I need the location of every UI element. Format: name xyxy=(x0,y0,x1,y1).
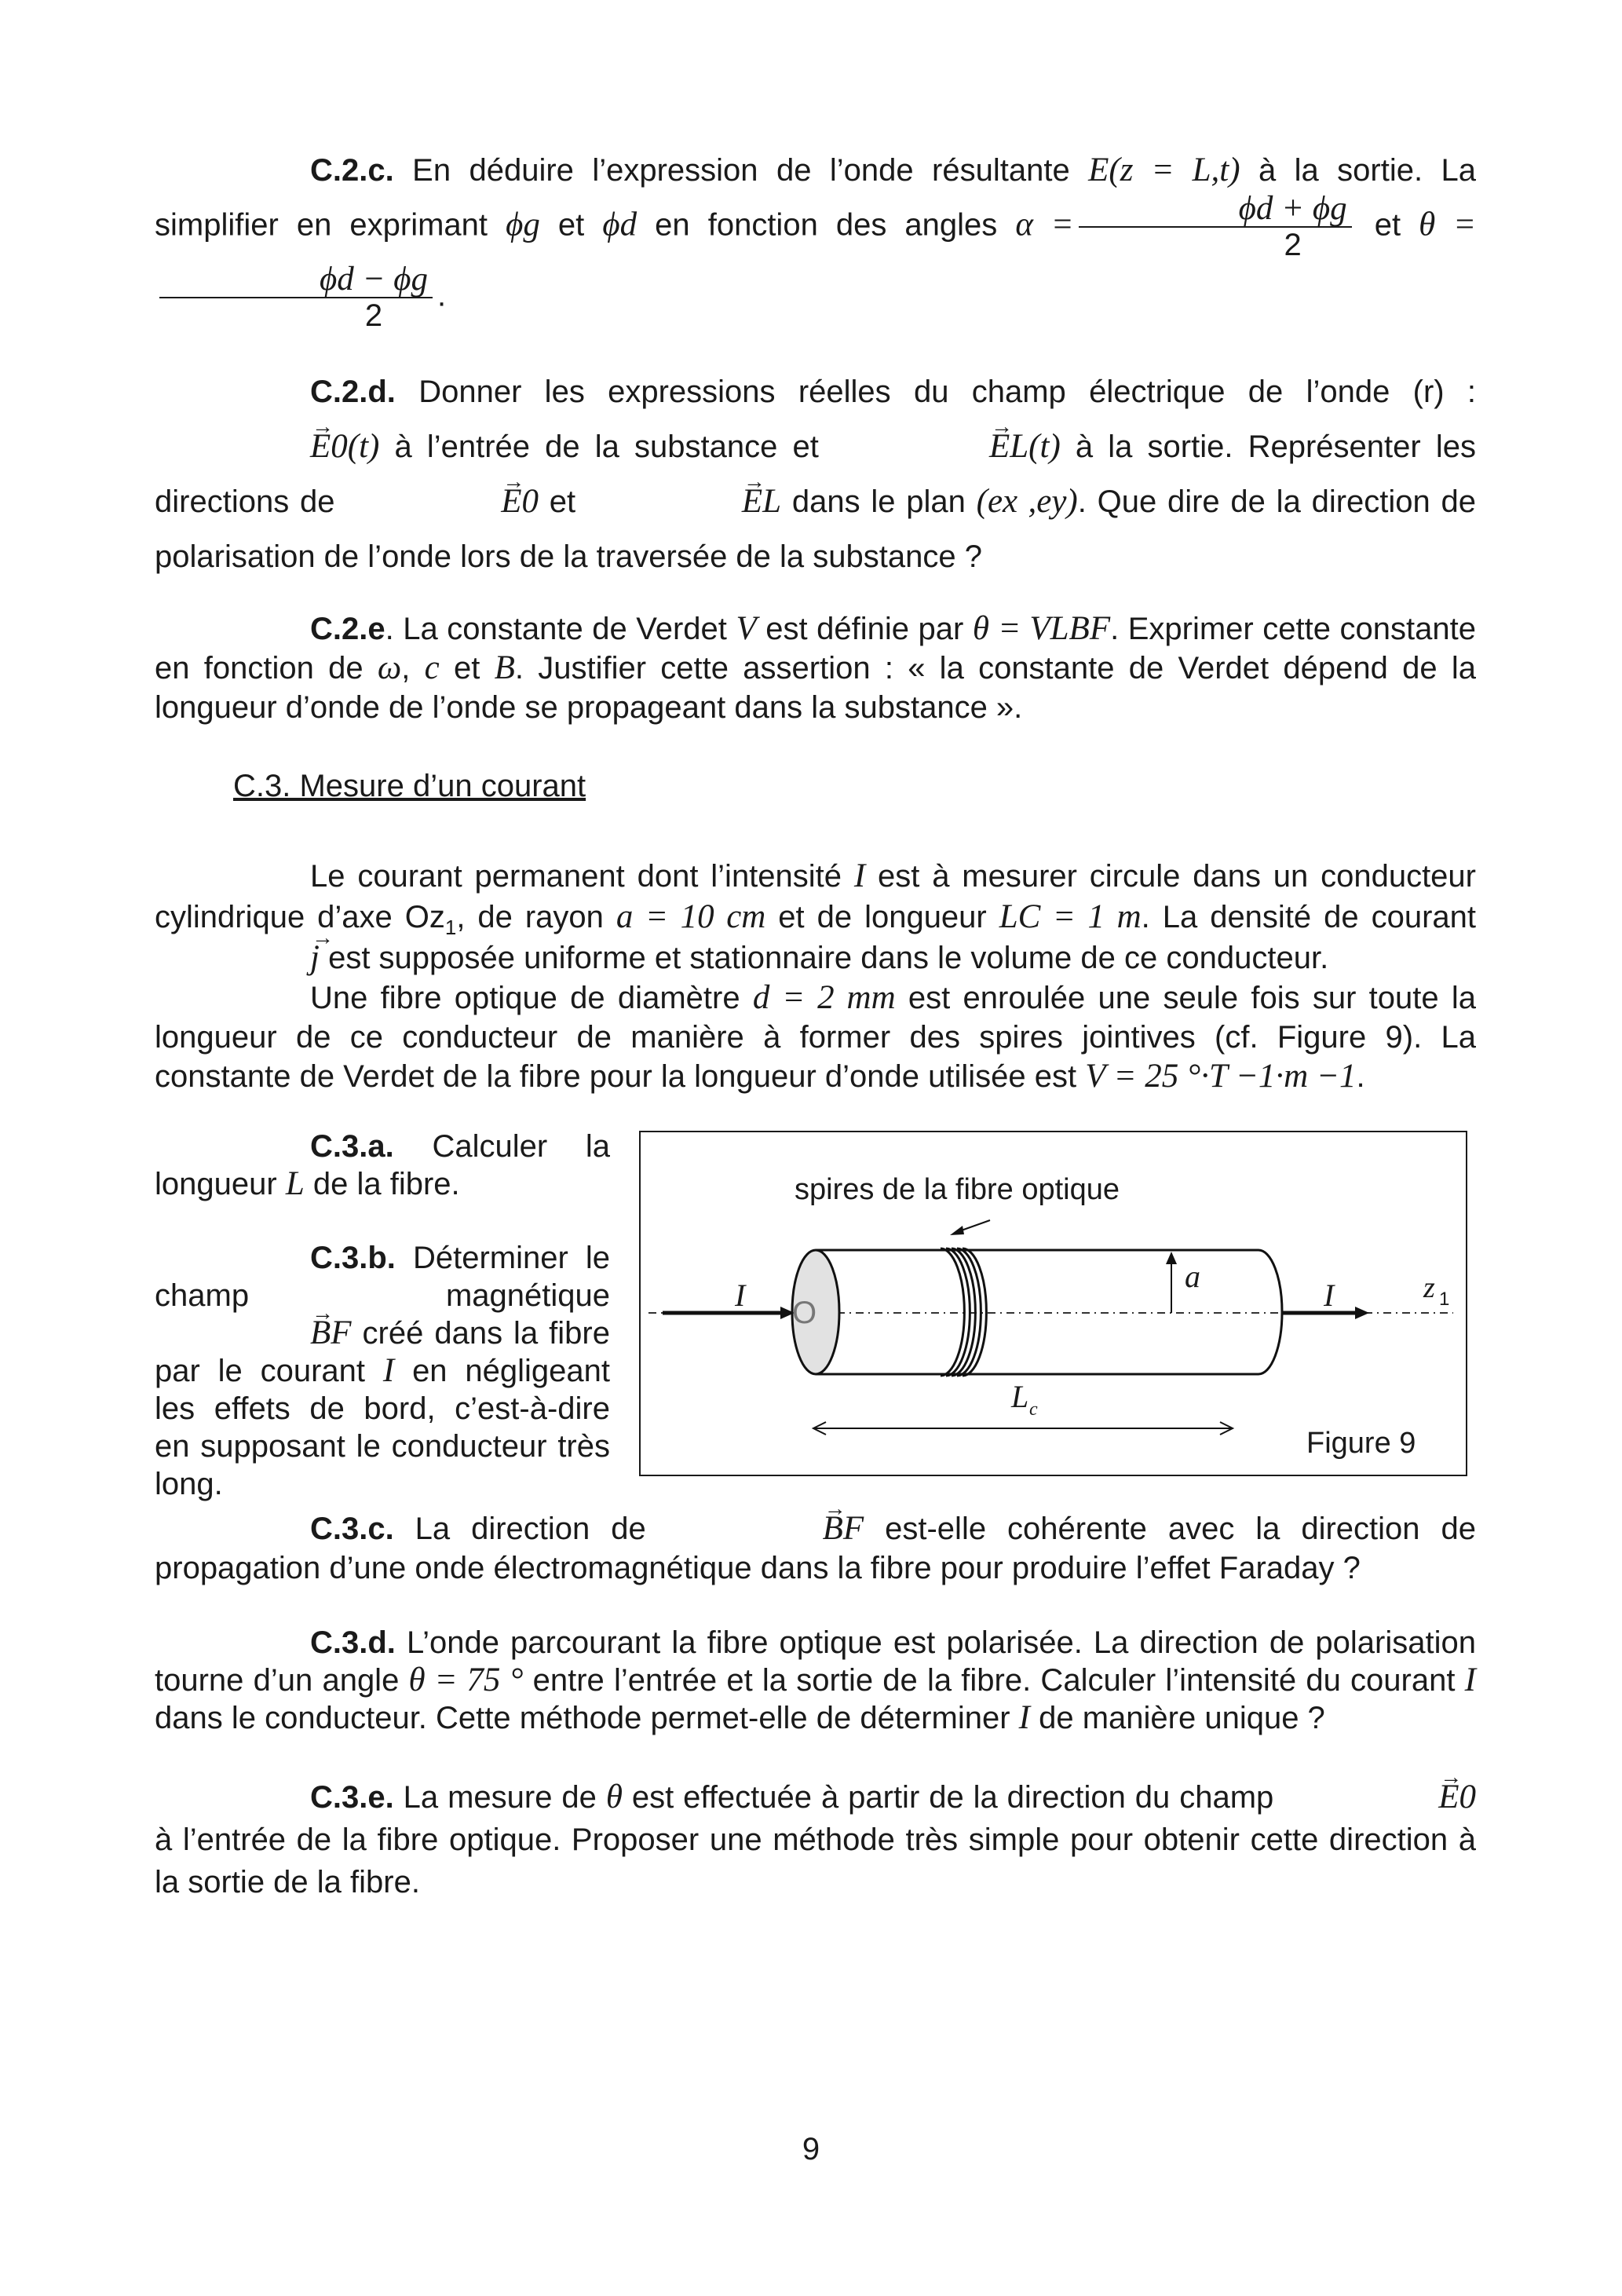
label-current-right: I xyxy=(1324,1278,1335,1313)
question-label: C.3.b. xyxy=(310,1241,396,1275)
math-theta: θ = xyxy=(1419,206,1476,243)
math-theta: θ xyxy=(605,1779,623,1815)
math-verdet-definition: θ = VLBF xyxy=(972,610,1111,647)
text: La mesure de xyxy=(403,1780,597,1815)
text: . xyxy=(437,278,447,313)
text: . Justifier cette assertion : « la constante de Verdet dépend de la longueur d’onde de l’onde se propageant dans la substance ». xyxy=(155,651,1477,725)
question-c2e: C.2.e. La constante de Verdet V est définie par θ = VLBF. Exprimer cette constante en fonction de ω, c et B. Justifier cette assertion : « la constante de Verdet dépend de la longueur d’onde de l’onde se propageant dans la substance ». xyxy=(155,610,1477,725)
page-number: 9 xyxy=(802,2132,820,2166)
math-omega: ω xyxy=(377,649,402,686)
math-i: I xyxy=(382,1352,395,1389)
text: est définie par xyxy=(765,612,964,646)
math-alpha: α = xyxy=(1015,206,1074,243)
math-phi-g: ϕg xyxy=(506,206,540,243)
question-label: C.3.e. xyxy=(310,1780,394,1815)
fraction-numerator: ϕd − ϕg xyxy=(159,262,433,298)
fraction-numerator: ϕd + ϕg xyxy=(1079,192,1352,228)
text: à l’entrée de la substance et xyxy=(394,430,819,464)
text: L’onde parcourant la fibre optique est polarisée. La direction de polarisation tourne d’un angle xyxy=(155,1625,1476,1698)
text: créé dans la fibre par le courant xyxy=(155,1316,610,1388)
text: dans le plan xyxy=(791,484,966,519)
math-e0: → E0 xyxy=(1283,1776,1476,1819)
question-label: C.3.d. xyxy=(310,1625,396,1660)
spires-caption: spires de la fibre optique xyxy=(795,1173,1120,1206)
question-c3d xyxy=(155,1624,1476,1737)
math-i: I xyxy=(1464,1662,1476,1698)
label-origin: O xyxy=(792,1296,817,1330)
text: de la fibre. xyxy=(312,1167,460,1201)
text: . Exprimer cette constante en fonction de xyxy=(155,612,1476,686)
spires-pointer-head xyxy=(950,1226,964,1235)
text: entre l’entrée et la sortie de la fibre. Calculer l’intensité du courant xyxy=(532,1663,1456,1698)
question-c2c xyxy=(155,149,1476,333)
text: Une fibre optique de diamètre xyxy=(310,981,740,1015)
page-content xyxy=(155,149,1476,1903)
text: et xyxy=(453,651,480,686)
question-label: C.3.c. xyxy=(310,1512,394,1546)
text: , de rayon xyxy=(456,900,604,934)
math-e0-t: → E0(t) xyxy=(155,419,379,474)
math-i: I xyxy=(853,857,866,894)
label-current-left: I xyxy=(735,1278,746,1313)
question-c3e xyxy=(155,1776,1476,1903)
math-phi-d: ϕd xyxy=(602,206,637,243)
label-axis-z: z xyxy=(1423,1271,1435,1304)
math-radius: a = 10 cm xyxy=(616,898,766,935)
text: est-elle cohérente avec la direction de propagation d’une onde électromagnétique dans la fibre pour produire l’effet Faraday ? xyxy=(155,1512,1476,1585)
fraction-alpha xyxy=(1079,192,1352,262)
math-verdet-value: V = 25 °·T −1·m −1 xyxy=(1085,1058,1357,1095)
text: en fonction des angles xyxy=(655,207,998,243)
text: à la sortie. Représenter les directions de xyxy=(155,430,1476,519)
math-j: → j xyxy=(155,938,320,978)
math-el-t: → EL(t) xyxy=(834,419,1061,474)
math-bf: → BF xyxy=(667,1509,864,1548)
fraction-denominator: 2 xyxy=(1284,228,1302,262)
fiber-coils xyxy=(941,1249,986,1376)
text: est supposée uniforme et stationnaire dans le volume de ce conducteur. xyxy=(328,941,1329,975)
label-length: L xyxy=(1011,1379,1029,1414)
text: . xyxy=(1356,1059,1365,1094)
question-c2d xyxy=(155,364,1476,584)
question-label: C.2.e xyxy=(310,612,385,646)
figure-9 xyxy=(639,1131,1467,1476)
figure-title: Figure 9 xyxy=(1306,1427,1416,1460)
text: dans le conducteur. Cette méthode permet-elle de déterminer xyxy=(155,1701,1010,1735)
math-v: V xyxy=(736,610,757,647)
text: En déduire l’expression de l’onde résultante xyxy=(412,153,1070,188)
text: est à mesurer circule dans un conducteur cylindrique d’axe Oz xyxy=(155,859,1476,934)
text: est effectuée à partir de la direction du champ xyxy=(631,1780,1274,1815)
text: . La constante de Verdet xyxy=(385,612,727,646)
question-label: C.2.c. xyxy=(310,153,394,188)
text: Déterminer le champ magnétique xyxy=(155,1241,610,1313)
fraction-theta xyxy=(159,262,433,333)
text: La direction de xyxy=(415,1512,646,1546)
math-length: LC = 1 m xyxy=(999,898,1142,935)
math-el: → EL xyxy=(586,474,781,529)
text: à l’entrée de la fibre optique. Proposer une méthode très simple pour obtenir cette direction à la sortie de la fibre. xyxy=(155,1823,1476,1899)
math-plane: (ex ,ey) xyxy=(976,483,1078,520)
text: est enroulée une seule fois sur toute la longueur de ce conducteur de manière à former des spires jointives (cf. Figure 9). La constante de Verdet de la fibre pour la longueur d’onde utilisée est xyxy=(155,981,1477,1094)
question-c3a xyxy=(155,1128,610,1203)
subscript: 1 xyxy=(444,916,457,939)
question-label: C.2.d. xyxy=(310,375,396,409)
text: et de longueur xyxy=(778,900,987,934)
text: et xyxy=(549,484,576,519)
text: à la sortie. La simplifier en exprimant xyxy=(155,153,1476,243)
intro-paragraph-2 xyxy=(155,978,1476,1096)
text: . Que dire de la direction de polarisation de l’onde lors de la traversée de la substance ? xyxy=(155,484,1477,574)
intro-paragraph-1 xyxy=(155,856,1476,978)
math-expression: E(z = L,t) xyxy=(1088,152,1240,188)
math-e0: → E0 xyxy=(345,474,539,529)
question-label: C.3.a. xyxy=(310,1129,394,1164)
text: de manière unique ? xyxy=(1039,1701,1325,1735)
math-b: B xyxy=(494,649,515,686)
label-radius: a xyxy=(1185,1259,1200,1294)
math-c: c xyxy=(424,649,440,686)
current-arrowhead-right xyxy=(1355,1307,1369,1319)
text: et xyxy=(1374,207,1401,243)
math-i: I xyxy=(1018,1699,1030,1736)
section-heading: C.3. Mesure d’un courant xyxy=(233,769,586,803)
math-diameter: d = 2 mm xyxy=(752,979,896,1016)
label-length-sub: c xyxy=(1029,1399,1038,1420)
fraction-denominator: 2 xyxy=(364,298,383,333)
text: Donner les expressions réelles du champ électrique de l’onde (r) : xyxy=(418,375,1476,409)
math-l: L xyxy=(285,1165,305,1202)
radius-arrowhead xyxy=(1166,1252,1177,1264)
math-bf: → BF xyxy=(155,1314,352,1352)
question-c3c xyxy=(155,1509,1476,1588)
text: Calculer la longueur xyxy=(155,1129,610,1201)
left-column xyxy=(155,1128,610,1503)
questions-with-figure xyxy=(155,1128,1476,1501)
text: et xyxy=(557,207,585,243)
text: en négligeant les effets de bord, c’est-à-dire en supposant le conducteur très long. xyxy=(155,1354,610,1501)
question-c3b xyxy=(155,1239,610,1503)
text: Le courant permanent dont l’intensité xyxy=(310,859,842,894)
figure-drawing xyxy=(641,1132,1466,1475)
math-theta-value: θ = 75 ° xyxy=(408,1662,524,1698)
label-axis-z-sub: 1 xyxy=(1439,1289,1450,1310)
text: . La densité de courant xyxy=(1141,900,1476,934)
